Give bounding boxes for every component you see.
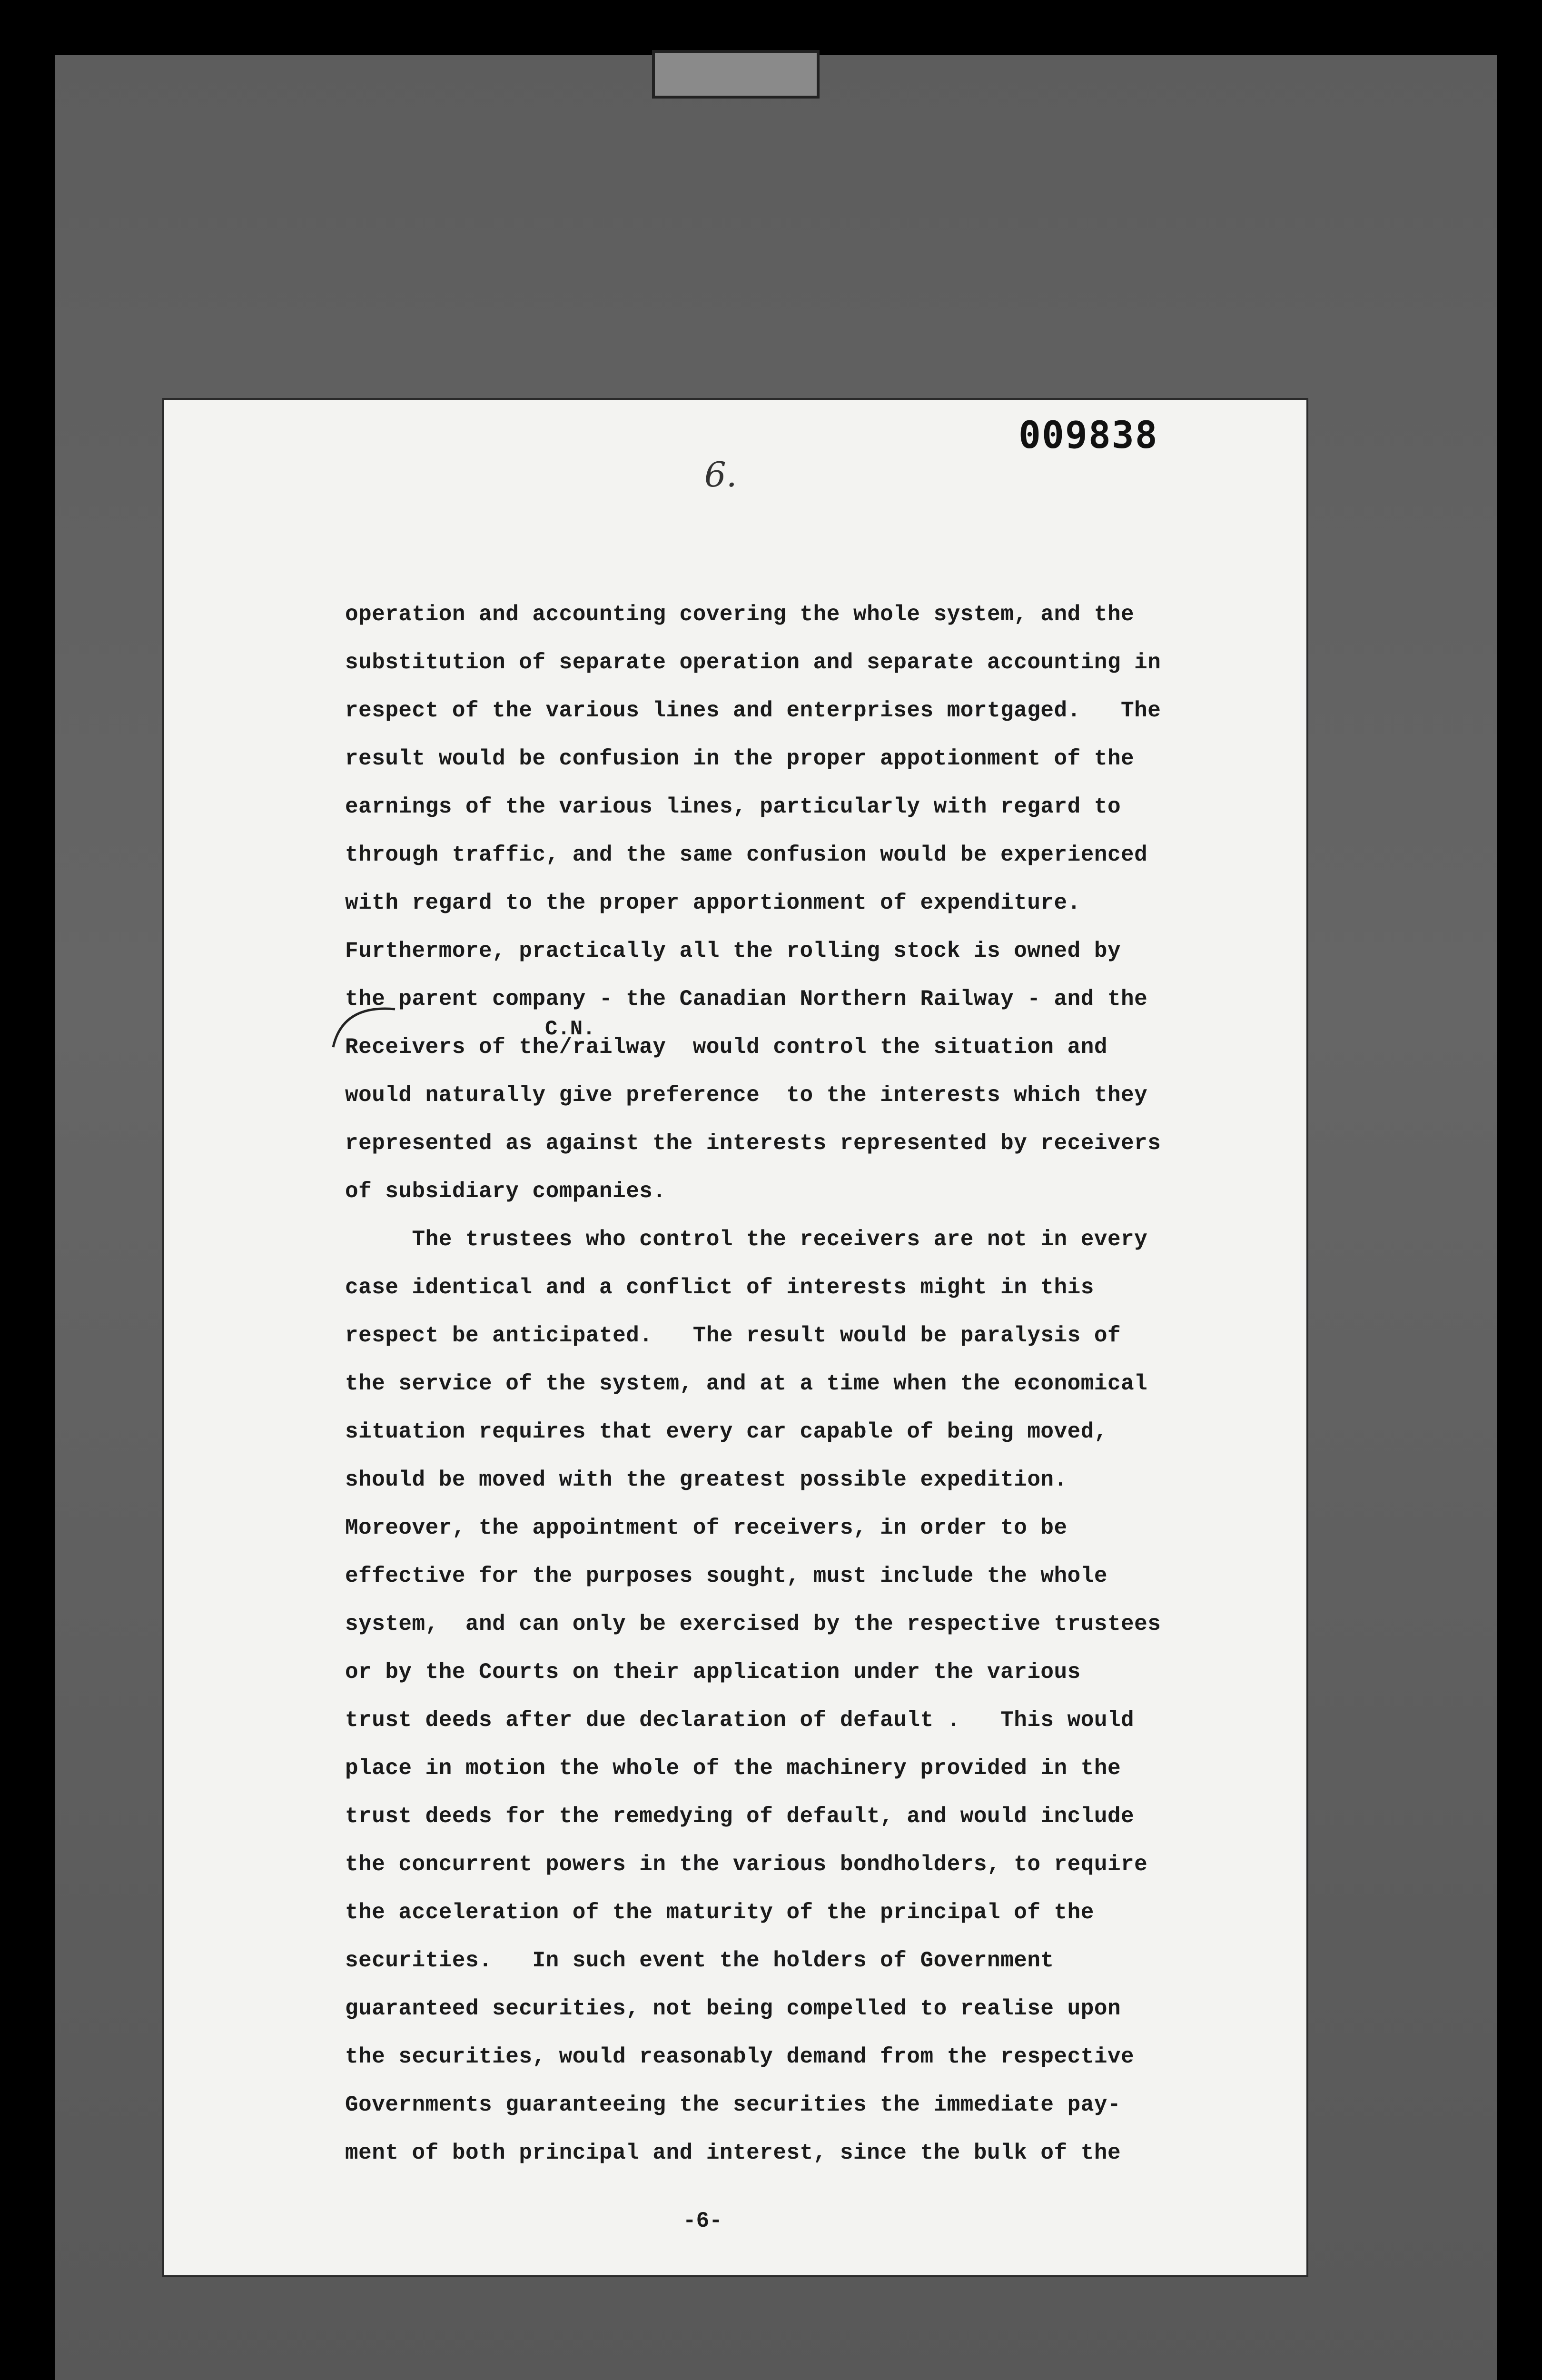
text-line: Receivers of the/railway would control the situation and xyxy=(345,1035,1107,1060)
text-line: the securities, would reasonably demand from the respective xyxy=(345,2044,1135,2069)
handwritten-insert-annotation: C.N. xyxy=(545,1017,595,1041)
handwritten-bracket-mark xyxy=(324,1000,400,1057)
text-line: or by the Courts on their application under the various xyxy=(345,1660,1081,1685)
text-line: respect of the various lines and enterprises mortgaged. The xyxy=(345,698,1161,723)
text-line: with regard to the proper apportionment of expenditure. xyxy=(345,891,1081,915)
handwritten-page-mark: 6. xyxy=(704,455,737,495)
text-line: case identical and a conflict of interests might in this xyxy=(345,1275,1094,1300)
text-line: Moreover, the appointment of receivers, in order to be xyxy=(345,1516,1068,1540)
text-line: securities. In such event the holders of Government xyxy=(345,1948,1054,1973)
text-line: guaranteed securities, not being compelled to realise upon xyxy=(345,1996,1121,2021)
binder-clip xyxy=(652,50,820,99)
text-line: substitution of separate operation and separate accounting in xyxy=(345,650,1161,675)
text-line: trust deeds for the remedying of default, and would include xyxy=(345,1804,1135,1829)
text-line: the service of the system, and at a time when the economical xyxy=(345,1371,1148,1396)
text-line: Furthermore, practically all the rolling stock is owned by xyxy=(345,939,1121,963)
text-line: effective for the purposes sought, must include the whole xyxy=(345,1564,1107,1588)
text-line: situation requires that every car capable of being moved, xyxy=(345,1419,1107,1444)
text-line: The trustees who control the receivers are not in every xyxy=(345,1227,1148,1252)
text-line: the acceleration of the maturity of the principal of the xyxy=(345,1900,1094,1925)
text-line: respect be anticipated. The result would be paralysis of xyxy=(345,1323,1121,1348)
text-line: the concurrent powers in the various bondholders, to require xyxy=(345,1852,1148,1877)
text-line: result would be confusion in the proper appotionment of the xyxy=(345,746,1135,771)
text-line: should be moved with the greatest possible expedition. xyxy=(345,1468,1068,1492)
text-line: the parent company - the Canadian Northern Railway - and the xyxy=(345,987,1148,1012)
text-line: operation and accounting covering the whole system, and the xyxy=(345,602,1135,627)
text-line: would naturally give preference to the interests which they xyxy=(345,1083,1148,1108)
page-number: -6- xyxy=(683,2209,722,2233)
text-line: earnings of the various lines, particularly with regard to xyxy=(345,794,1121,819)
text-line: system, and can only be exercised by the respective trustees xyxy=(345,1612,1161,1636)
text-line: trust deeds after due declaration of default . This would xyxy=(345,1708,1135,1733)
text-line: place in motion the whole of the machinery provided in the xyxy=(345,1756,1121,1781)
text-line: of subsidiary companies. xyxy=(345,1179,666,1204)
document-number-stamp: 009838 xyxy=(1018,414,1158,457)
text-line: Governments guaranteeing the securities the immediate pay- xyxy=(345,2092,1121,2117)
text-line: through traffic, and the same confusion would be experienced xyxy=(345,843,1148,867)
text-line: ment of both principal and interest, since the bulk of the xyxy=(345,2141,1121,2165)
text-line: represented as against the interests represented by receivers xyxy=(345,1131,1161,1156)
